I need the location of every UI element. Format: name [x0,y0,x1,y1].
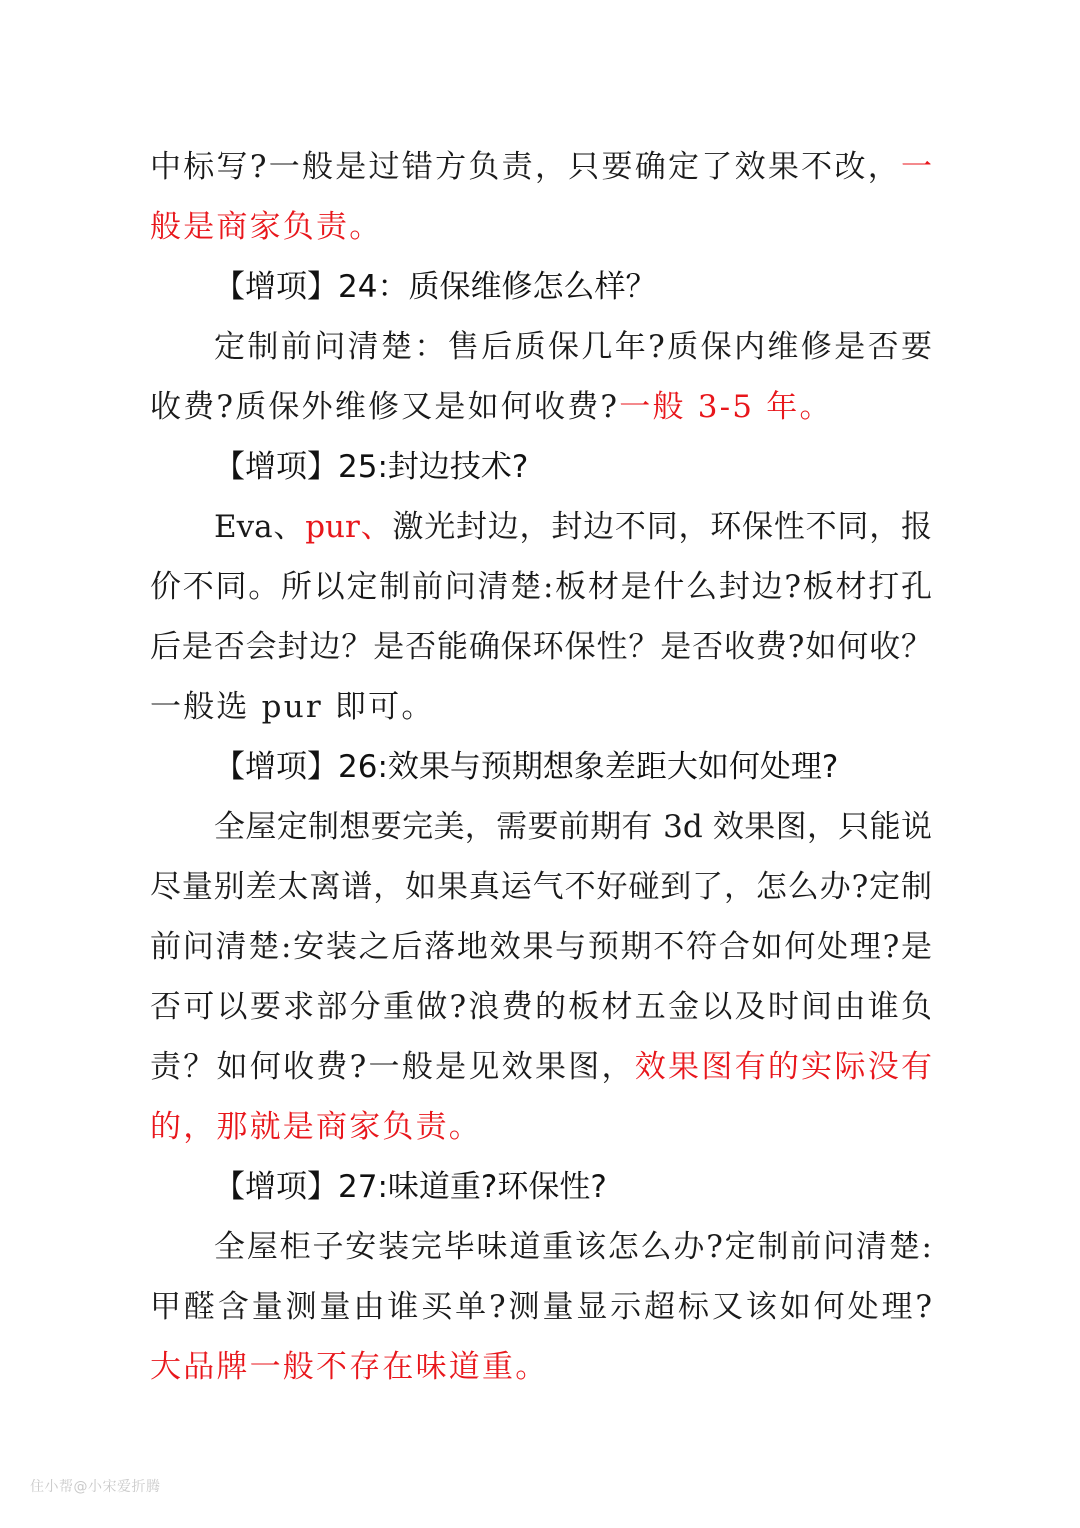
highlight-text: 般是商家负责。 [150,209,383,245]
paragraph-line: 甲醛含量测量由谁买单?测量显示超标又该如何处理? [150,1289,932,1325]
highlight-text: pur、 [305,509,393,545]
text-run: 中标写?一般是过错方负责，只要确定了效果不改， [150,149,901,185]
paragraph-line [214,505,932,549]
highlight-text: 的，那就是商家负责。 [150,1109,482,1145]
paragraph-line [150,145,932,189]
highlight-text: 效果图有的实际没有 [634,1049,932,1085]
text-run: Eva、 [214,509,306,545]
text-run: 激光封边，封边不同，环保性不同，报 [392,509,932,545]
paragraph-line: 否可以要求部分重做?浪费的板材五金以及时间由谁负 [150,989,932,1025]
text-run: 责？如何收费?一般是见效果图， [150,1049,635,1085]
paragraph-line: 后是否会封边？是否能确保环保性？是否收费?如何收？ [150,629,932,665]
paragraph-line [150,1105,932,1149]
paragraph-line: 前问清楚:安装之后落地效果与预期不符合如何处理?是 [150,929,932,965]
paragraph-line [150,385,932,429]
paragraph-line [150,1045,932,1089]
highlight-text: 大品牌一般不存在味道重。 [150,1349,549,1385]
paragraph-line: 定制前问清楚：售后质保几年?质保内维修是否要 [214,329,932,365]
paragraph-line: 尽量别差太离谱，如果真运气不好碰到了，怎么办?定制 [150,869,932,905]
text-run: 收费?质保外维修又是如何收费? [150,389,620,425]
watermark: 住小帮@小宋爱折腾 [30,1479,161,1495]
section-heading-27: 【增项】27:味道重?环保性? [214,1169,607,1205]
paragraph-line: 全屋定制想要完美，需要前期有 3d 效果图，只能说 [214,809,932,845]
section-heading-25: 【增项】25:封边技术? [214,449,529,485]
section-heading-26: 【增项】26:效果与预期想象差距大如何处理? [214,749,839,785]
section-heading-24: 【增项】24：质保维修怎么样？ [214,269,657,305]
paragraph-line [150,1345,932,1389]
paragraph-line: 价不同。所以定制前问清楚:板材是什么封边?板材打孔 [150,569,932,605]
highlight-text: 一 [901,149,932,185]
paragraph-line [150,205,932,249]
highlight-text: 一般 3-5 年。 [619,389,833,425]
paragraph-line: 一般选 pur 即可。 [150,689,435,725]
paragraph-line: 全屋柜子安装完毕味道重该怎么办?定制前问清楚: [214,1229,932,1265]
